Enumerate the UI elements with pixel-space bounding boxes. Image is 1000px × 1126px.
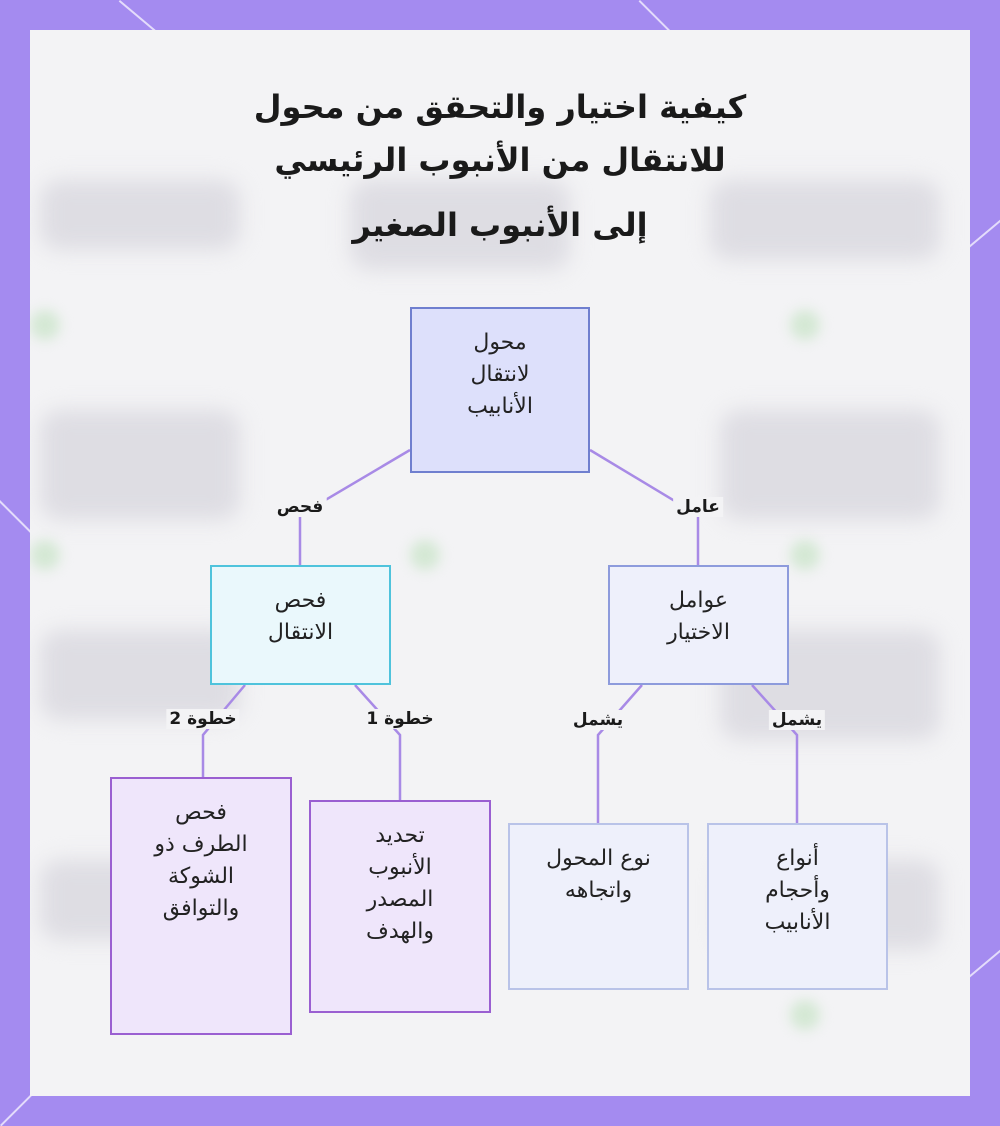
edge-factors-to-pipe-types: [752, 685, 797, 823]
edge-inspection-to-step2: [203, 685, 245, 777]
node-check-spigot-compatibility: [110, 777, 292, 1035]
node-adapter-type-direction: [508, 823, 689, 990]
node-transition-inspection: [210, 565, 391, 685]
node-label: فحص الطرف ذو الشوكة والتوافق: [154, 800, 248, 921]
diagram-title-line-3: إلى الأنبوب الصغير: [352, 206, 648, 244]
diagram-title-line-2: للانتقال من الأنبوب الرئيسي: [274, 141, 726, 179]
node-label: نوع المحول واتجاهه: [546, 846, 651, 903]
edge-label-inspection: فحص: [274, 497, 327, 517]
edge-label-includes-adapter: يشمل: [570, 710, 626, 730]
node-label: فحص الانتقال: [267, 588, 334, 645]
edge-label-includes-pipes: يشمل: [769, 710, 825, 730]
node-label: أنواع وأحجام الأنابيب: [764, 846, 831, 935]
node-label: محول لانتقال الأنابيب: [467, 330, 533, 419]
edge-label-factor: عامل: [673, 497, 723, 517]
edge-inspection-to-step1: [355, 685, 400, 800]
edge-factors-to-adapter-type: [598, 685, 642, 823]
node-label: تحديد الأنبوب المصدر والهدف: [366, 823, 434, 944]
node-label: عوامل الاختيار: [667, 588, 730, 645]
node-identify-source-target-pipe: [309, 800, 491, 1013]
edge-label-step-2: خطوة 2: [166, 709, 239, 729]
node-pipe-transition-adapter: [410, 307, 590, 473]
node-selection-factors: [608, 565, 789, 685]
edge-label-step-1: خطوة 1: [363, 709, 436, 729]
node-pipe-types-sizes: [707, 823, 888, 990]
diagram-title-line-1: كيفية اختيار والتحقق من محول: [253, 88, 747, 126]
